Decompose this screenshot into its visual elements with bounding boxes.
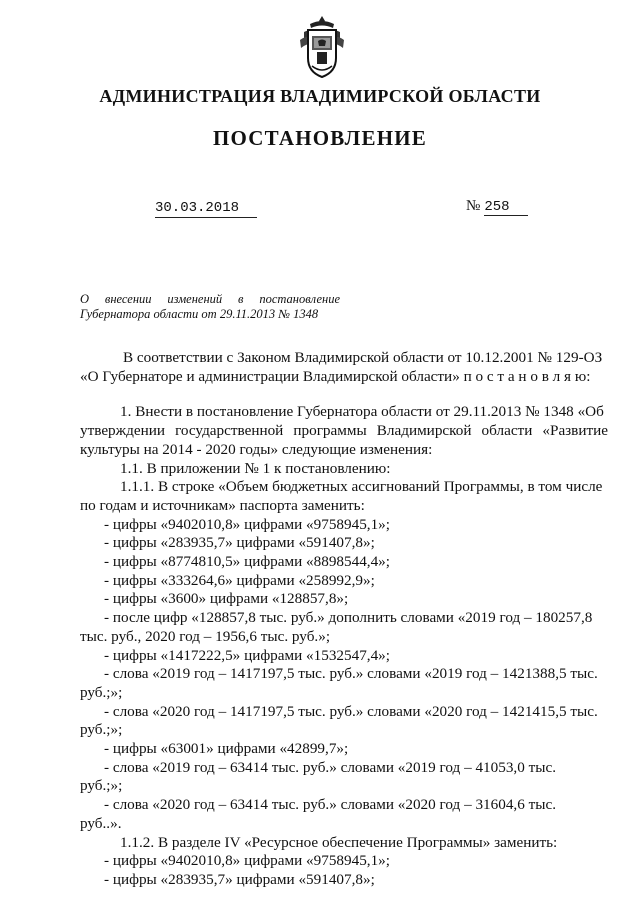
document-number — [466, 198, 528, 216]
document-type: ПОСТАНОВЛЕНИЕ — [212, 126, 428, 150]
subject-block — [80, 292, 340, 322]
number-label: № — [466, 198, 481, 214]
list-item: - цифры «63001» цифрами «42899,7»; — [104, 740, 349, 758]
preamble-line: «О Губернаторе и администрации Владимирской области» п о с т а н о в л я ю: — [80, 367, 591, 385]
document-date: 30.03.2018 — [155, 200, 257, 218]
list-item-cont: руб.;»; — [80, 777, 123, 795]
paragraph-line: 1. Внести в постановление Губернатора области от 29.11.2013 № 1348 «Об — [120, 403, 604, 421]
subject-line: О внесении изменений в постановление — [80, 292, 340, 306]
paragraph-line: культуры на 2014 - 2020 годы» следующие изменения: — [80, 440, 433, 458]
list-item-cont: руб.;»; — [80, 721, 123, 739]
list-item: - цифры «333264,6» цифрами «258992,9»; — [104, 571, 375, 589]
paragraph-line: утверждении государственной программы Владимирской области «Развитие — [80, 422, 608, 440]
list-item: - цифры «9402010,8» цифрами «9758945,1»; — [104, 515, 390, 533]
document-body — [80, 349, 608, 890]
subject-line: Губернатора области от 29.11.2013 № 1348 — [80, 307, 319, 321]
list-item: - цифры «9402010,8» цифрами «9758945,1»; — [104, 852, 390, 870]
list-item: - слова «2020 год – 63414 тыс. руб.» словами «2020 год – 31604,6 тыс. — [104, 796, 556, 814]
list-item-cont: руб.;»; — [80, 683, 123, 701]
list-item: - цифры «8774810,5» цифрами «8898544,4»; — [104, 553, 390, 571]
organization-name: АДМИНИСТРАЦИЯ ВЛАДИМИРСКОЙ ОБЛАСТИ — [99, 86, 541, 106]
list-item-cont: руб..». — [80, 814, 122, 832]
list-item: - цифры «1417222,5» цифрами «1532547,4»; — [104, 646, 390, 664]
list-item: - после цифр «128857,8 тыс. руб.» дополнить словами «2019 год – 180257,8 — [104, 609, 593, 627]
paragraph-1 — [80, 403, 608, 459]
list-item: - цифры «283935,7» цифрами «591407,8»; — [104, 870, 375, 888]
paragraph-line: 1.1.1. В строке «Объем бюджетных ассигнований Программы, в том числе — [120, 478, 603, 496]
list-item: - слова «2020 год – 1417197,5 тыс. руб.» словами «2020 год – 1421415,5 тыс. — [104, 702, 598, 720]
paragraph-line: по годам и источникам» паспорта заменить: — [80, 496, 365, 514]
list-item: - цифры «3600» цифрами «128857,8»; — [104, 590, 349, 608]
preamble-line: В соответствии с Законом Владимирской области от 10.12.2001 № 129-ОЗ — [123, 349, 603, 366]
paragraph-1-1: 1.1. В приложении № 1 к постановлению: — [120, 459, 391, 477]
paragraph-1-1-2: 1.1.2. В разделе IV «Ресурсное обеспечение Программы» заменить: — [120, 833, 558, 851]
list-item-cont: тыс. руб., 2020 год – 1956,6 тыс. руб.»; — [80, 627, 331, 645]
number-value: 258 — [484, 199, 528, 216]
list-item: - слова «2019 год – 63414 тыс. руб.» словами «2019 год – 41053,0 тыс. — [104, 758, 556, 776]
coat-of-arms-icon — [298, 14, 346, 80]
list-item: - цифры «283935,7» цифрами «591407,8»; — [104, 534, 375, 552]
list-item: - слова «2019 год – 1417197,5 тыс. руб.» словами «2019 год – 1421388,5 тыс. — [104, 665, 598, 683]
